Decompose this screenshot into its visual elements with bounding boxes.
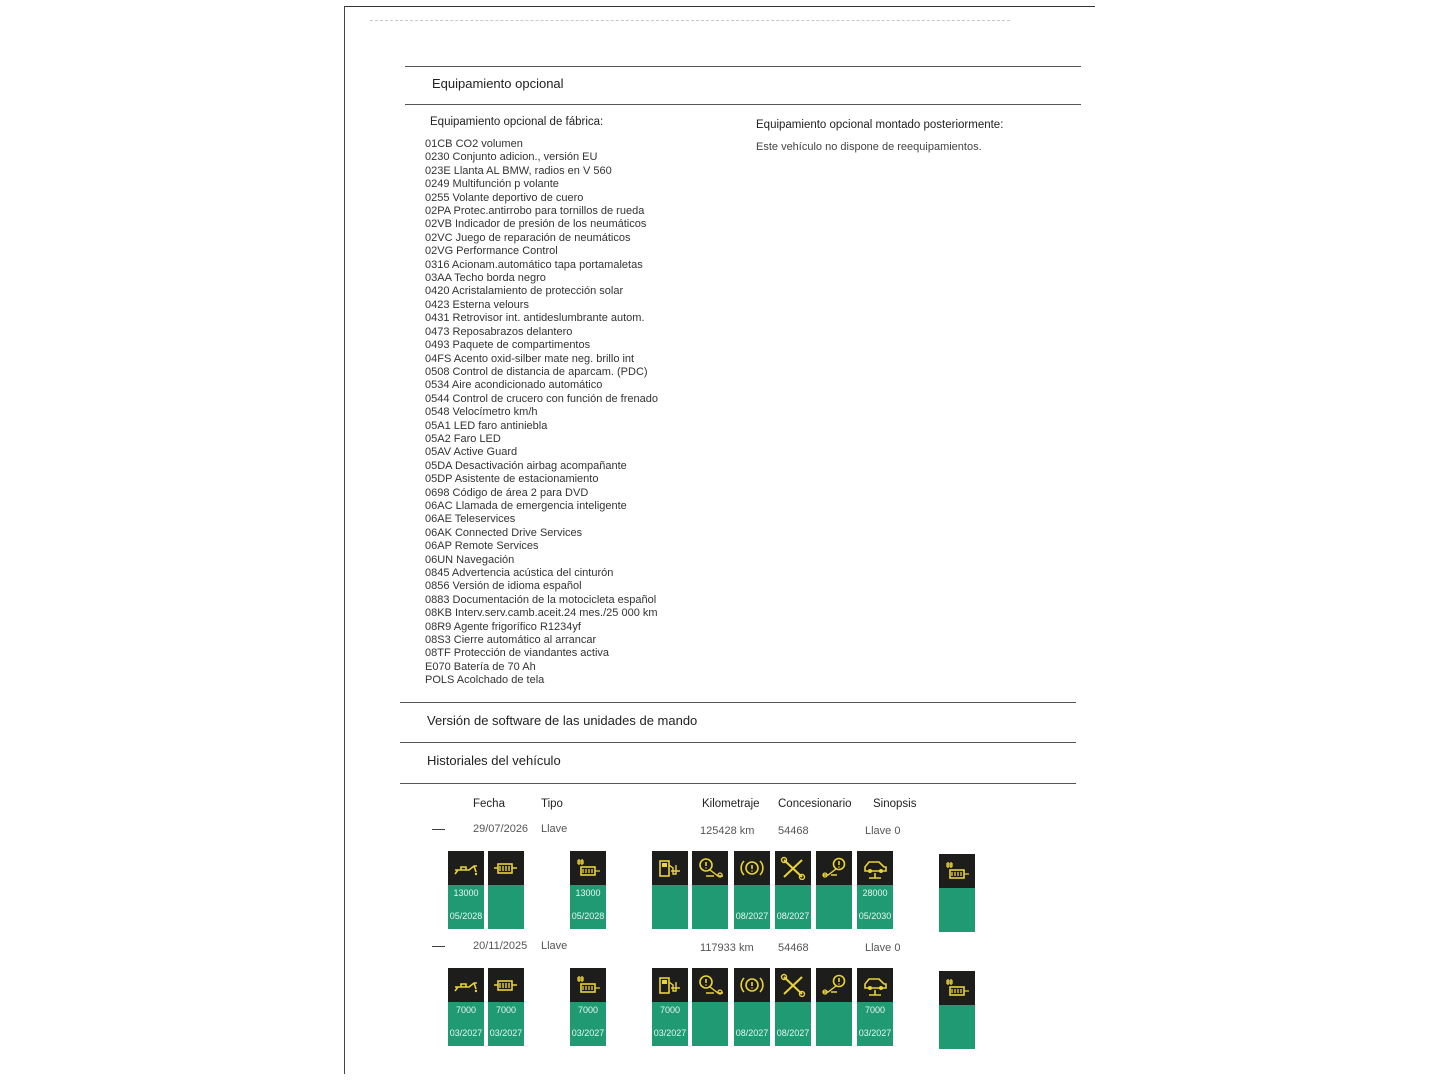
- factory-option-item: 0249 Multifunción p volante: [425, 178, 559, 191]
- service-tile: [734, 968, 770, 1046]
- factory-option-item: 04FS Acento oxid-silber mate neg. brillo int: [425, 352, 635, 365]
- section-title-history: Historiales del vehículo: [427, 753, 561, 768]
- vehicle-lift-icon: [857, 851, 893, 885]
- service-tile: [692, 968, 728, 1046]
- service-tile: [570, 968, 606, 1046]
- service-tile-status: [692, 1002, 728, 1046]
- fuel-filter-icon: [570, 851, 606, 885]
- entry-date: 20/11/2025: [473, 940, 528, 952]
- air-filter-icon: [488, 968, 524, 1002]
- service-due-date: 03/2027: [449, 1028, 483, 1038]
- service-tile: [692, 851, 728, 929]
- service-remaining-km: 7000: [455, 1005, 477, 1015]
- service-remaining-km: 13000: [453, 888, 479, 898]
- service-due-date: 05/2030: [858, 911, 892, 921]
- oil-can-icon: [448, 851, 484, 885]
- factory-option-item: 06UN Navegación: [425, 553, 515, 566]
- service-due-date: 05/2028: [571, 911, 605, 921]
- divider: [405, 104, 1081, 105]
- factory-option-item: 02VB Indicador de presión de los neumáticos: [425, 218, 647, 231]
- service-tile: [734, 851, 770, 929]
- entry-mileage: 117933 km: [700, 942, 754, 954]
- service-tools-icon: [775, 851, 811, 885]
- factory-option-item: 06AC Llamada de emergencia inteligente: [425, 499, 627, 512]
- factory-option-item: 03AA Techo borda negro: [425, 272, 546, 285]
- factory-option-item: 08R9 Agente frigorífico R1234yf: [425, 620, 581, 633]
- service-tile-status: [775, 1002, 811, 1046]
- entry-type: Llave: [541, 940, 568, 952]
- service-tile: [816, 968, 852, 1046]
- entry-synopsis: Llave 0: [865, 942, 901, 954]
- collapse-entry-dash[interactable]: —: [432, 821, 445, 836]
- service-tile-status: [448, 1002, 484, 1046]
- factory-option-item: 0698 Código de área 2 para DVD: [425, 486, 589, 499]
- factory-options-heading: Equipamiento opcional de fábrica:: [430, 116, 604, 128]
- service-due-date: 03/2027: [571, 1028, 605, 1038]
- service-due-date: 08/2027: [735, 1028, 769, 1038]
- service-remaining-km: 13000: [575, 888, 601, 898]
- factory-option-item: 0548 Velocímetro km/h: [425, 406, 538, 419]
- section-title-options: Equipamiento opcional: [432, 76, 564, 91]
- service-remaining-km: 7000: [495, 1005, 517, 1015]
- service-tile-status: [775, 885, 811, 929]
- column-header-tipo: Tipo: [541, 798, 563, 810]
- retrofit-options-heading: Equipamiento opcional montado posteriormente:: [756, 119, 1004, 131]
- service-tile: [448, 968, 484, 1046]
- service-tile-status: [488, 1002, 524, 1046]
- front-brake-icon: [692, 968, 728, 1002]
- factory-option-item: 06AE Teleservices: [425, 513, 516, 526]
- service-tile-status: [488, 885, 524, 929]
- factory-option-item: 08KB Interv.serv.camb.aceit.24 mes./25 000 km: [425, 607, 658, 620]
- air-filter-icon: [488, 851, 524, 885]
- entry-type: Llave: [541, 823, 568, 835]
- entry-mileage: 125428 km: [700, 825, 755, 837]
- factory-option-item: POLS Acolchado de tela: [425, 674, 545, 687]
- factory-option-item: 08TF Protección de viandantes activa: [425, 647, 610, 660]
- service-tile-status: [734, 885, 770, 929]
- factory-option-item: 05DA Desactivación airbag acompañante: [425, 459, 627, 472]
- service-tile-status: [816, 885, 852, 929]
- entry-synopsis: Llave 0: [865, 825, 901, 837]
- divider: [400, 783, 1076, 784]
- service-tile: [857, 851, 893, 929]
- service-tile: [939, 854, 975, 932]
- service-due-date: 08/2027: [735, 911, 769, 921]
- scan-marks: [370, 20, 1010, 25]
- divider: [400, 742, 1076, 743]
- service-tile: [448, 851, 484, 929]
- collapse-entry-dash[interactable]: —: [432, 938, 445, 953]
- service-tile: [775, 968, 811, 1046]
- service-tile-status: [816, 1002, 852, 1046]
- service-tile: [488, 851, 524, 929]
- factory-option-item: 0255 Volante deportivo de cuero: [425, 191, 584, 204]
- service-tile: [775, 851, 811, 929]
- service-tile: [652, 968, 688, 1046]
- retrofit-options-text: Este vehículo no dispone de reequipamientos.: [756, 141, 982, 153]
- factory-option-item: 05A1 LED faro antiniebla: [425, 419, 548, 432]
- factory-option-item: 05A2 Faro LED: [425, 432, 501, 445]
- service-tile-status: [570, 1002, 606, 1046]
- entry-dealer: 54468: [778, 825, 809, 837]
- microfilter-icon: [939, 854, 975, 888]
- factory-option-item: 0508 Control de distancia de aparcam. (PDC): [425, 365, 648, 378]
- service-tile-status: [857, 1002, 893, 1046]
- page-left-edge: [344, 6, 345, 1074]
- service-tile: [488, 968, 524, 1046]
- service-tile-status: [939, 888, 975, 932]
- factory-option-item: E070 Batería de 70 Ah: [425, 660, 536, 673]
- factory-option-item: 0473 Reposabrazos delantero: [425, 325, 573, 338]
- service-tile-status: [734, 1002, 770, 1046]
- service-remaining-km: 7000: [659, 1005, 681, 1015]
- factory-option-item: 02VC Juego de reparación de neumáticos: [425, 231, 631, 244]
- rear-brake-icon: [816, 968, 852, 1002]
- factory-options-list: [425, 138, 745, 688]
- brake-fluid-icon: [734, 851, 770, 885]
- front-brake-icon: [692, 851, 728, 885]
- service-due-date: 08/2027: [776, 911, 810, 921]
- service-due-date: 03/2027: [489, 1028, 523, 1038]
- service-due-date: 03/2027: [653, 1028, 687, 1038]
- divider: [400, 702, 1076, 703]
- factory-option-item: 0230 Conjunto adicion., versión EU: [425, 151, 598, 164]
- service-tile: [939, 971, 975, 1049]
- service-due-date: 08/2027: [776, 1028, 810, 1038]
- factory-option-item: 0856 Versión de idioma español: [425, 580, 582, 593]
- service-tile-status: [570, 885, 606, 929]
- factory-option-item: 0544 Control de crucero con función de frenado: [425, 392, 658, 405]
- vehicle-lift-icon: [857, 968, 893, 1002]
- factory-option-item: 06AP Remote Services: [425, 540, 539, 553]
- factory-option-item: 0845 Advertencia acústica del cinturón: [425, 567, 614, 579]
- service-tile-status: [939, 1005, 975, 1049]
- service-tools-icon: [775, 968, 811, 1002]
- factory-option-item: 0883 Documentación de la motocicleta español: [425, 593, 657, 606]
- service-remaining-km: 28000: [862, 888, 888, 898]
- factory-option-item: 05AV Active Guard: [425, 446, 518, 459]
- factory-option-item: 05DP Asistente de estacionamiento: [425, 473, 599, 486]
- factory-option-item: 0534 Aire acondicionado automático: [425, 379, 603, 392]
- factory-option-item: 08S3 Cierre automático al arrancar: [425, 634, 597, 647]
- service-tile-status: [857, 885, 893, 929]
- column-header-fecha: Fecha: [473, 798, 505, 810]
- section-title-software: Versión de software de las unidades de mando: [427, 713, 698, 728]
- factory-option-item: 0316 Acionam.automático tapa portamaletas: [425, 258, 643, 271]
- service-tile: [816, 851, 852, 929]
- service-remaining-km: 7000: [577, 1005, 599, 1015]
- factory-option-item: 02VG Performance Control: [425, 245, 558, 258]
- service-tile: [570, 851, 606, 929]
- factory-option-item: 06AK Connected Drive Services: [425, 526, 583, 539]
- fuel-filter-icon: [570, 968, 606, 1002]
- factory-option-item: 0420 Acristalamiento de protección solar: [425, 285, 624, 298]
- factory-option-item: 023E Llanta AL BMW, radios en V 560: [425, 164, 612, 177]
- brake-fluid-icon: [734, 968, 770, 1002]
- divider: [405, 66, 1081, 67]
- factory-option-item: 0493 Paquete de compartimentos: [425, 339, 591, 352]
- service-tile-status: [448, 885, 484, 929]
- service-remaining-km: 7000: [864, 1005, 886, 1015]
- page-top-edge: [345, 6, 1095, 7]
- factory-option-item: 01CB CO2 volumen: [425, 138, 523, 150]
- fuel-pump-icon: [652, 851, 688, 885]
- service-tile-status: [692, 885, 728, 929]
- column-header-concesionario: Concesionario: [778, 798, 852, 810]
- oil-can-icon: [448, 968, 484, 1002]
- service-tile-status: [652, 885, 688, 929]
- service-tile-status: [652, 1002, 688, 1046]
- entry-dealer: 54468: [778, 942, 809, 954]
- factory-option-item: 0431 Retrovisor int. antideslumbrante autom.: [425, 312, 645, 325]
- entry-date: 29/07/2026: [473, 823, 529, 835]
- rear-brake-icon: [816, 851, 852, 885]
- service-tile: [857, 968, 893, 1046]
- factory-option-item: 0423 Esterna velours: [425, 298, 529, 311]
- service-due-date: 03/2027: [858, 1028, 892, 1038]
- service-due-date: 05/2028: [449, 911, 483, 921]
- factory-option-item: 02PA Protec.antirrobo para tornillos de rueda: [425, 205, 645, 218]
- column-header-kilometraje: Kilometraje: [702, 798, 760, 810]
- column-header-sinopsis: Sinopsis: [873, 798, 917, 810]
- fuel-pump-icon: [652, 968, 688, 1002]
- microfilter-icon: [939, 971, 975, 1005]
- service-tile: [652, 851, 688, 929]
